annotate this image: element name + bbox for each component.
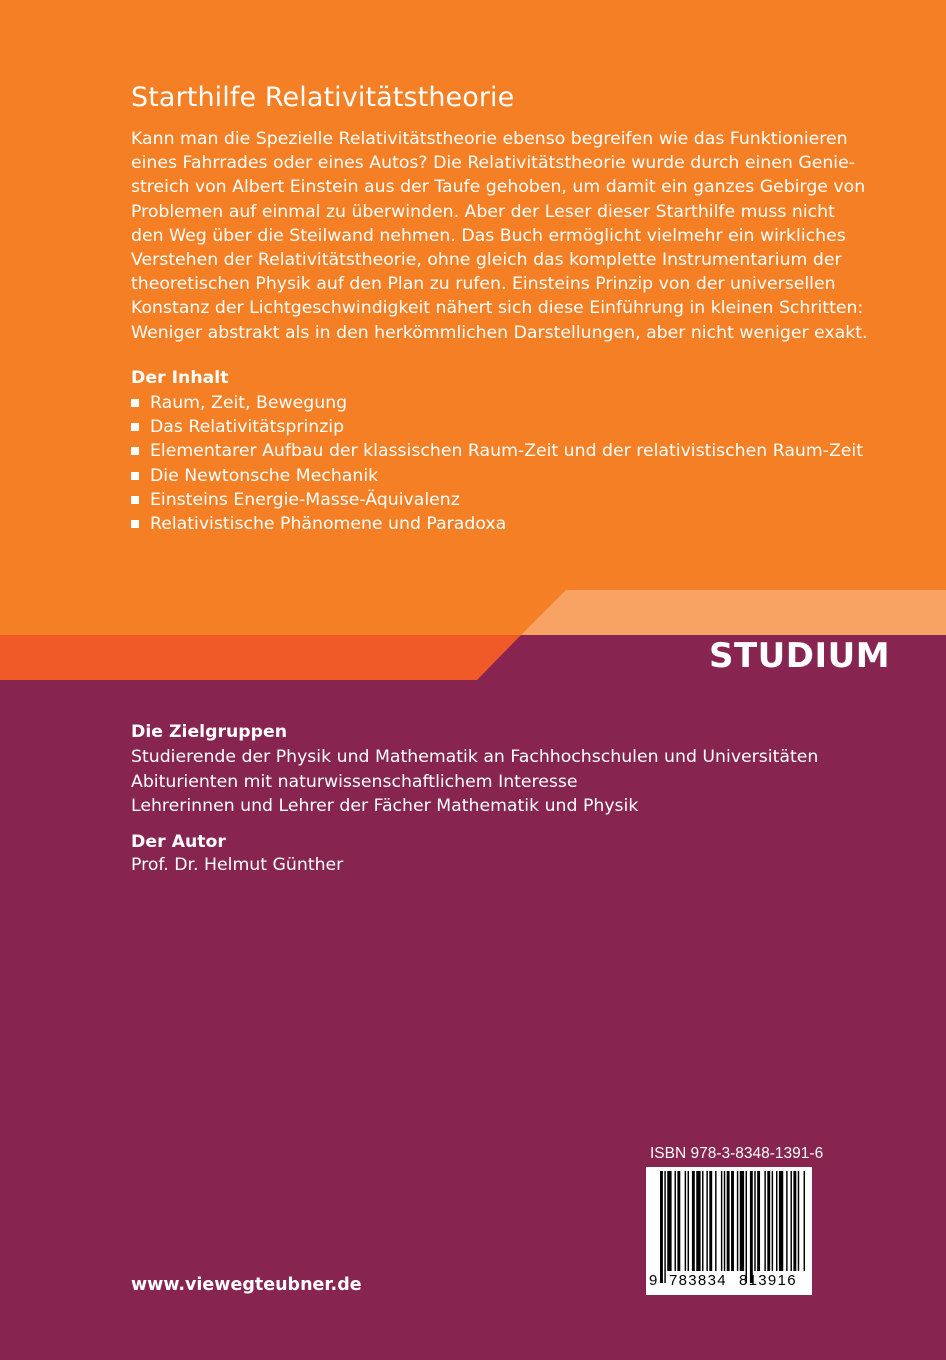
red-orange-stripe bbox=[0, 635, 521, 680]
list-item-text: Relativistische Phänomene und Paradoxa bbox=[150, 514, 507, 535]
target-group-item: Lehrerinnen und Lehrer der Fächer Mathematik und Physik bbox=[131, 796, 639, 816]
barcode-bar bbox=[685, 1171, 686, 1271]
barcode-bar bbox=[764, 1171, 765, 1271]
barcode-digit-first: 9 bbox=[649, 1272, 659, 1289]
barcode bbox=[646, 1167, 812, 1295]
barcode-bar bbox=[793, 1171, 796, 1271]
barcode-bar bbox=[702, 1171, 703, 1271]
book-title: Starthilfe Relativitätstheorie bbox=[131, 82, 515, 113]
barcode-bar bbox=[696, 1171, 700, 1271]
author-heading: Der Autor bbox=[131, 832, 226, 852]
barcode-bar bbox=[677, 1171, 680, 1271]
bullet-square-icon bbox=[131, 472, 139, 480]
description bbox=[131, 127, 868, 345]
barcode-bar bbox=[740, 1171, 744, 1271]
list-item-text: Elementarer Aufbau der klassischen Raum-Zeit und der relativistischen Raum-Zeit bbox=[150, 441, 864, 462]
contents-list bbox=[131, 391, 863, 536]
bullet-square-icon bbox=[131, 423, 139, 431]
barcode-bar bbox=[757, 1171, 760, 1271]
barcode-bar bbox=[731, 1171, 734, 1271]
barcode-bar bbox=[727, 1171, 730, 1271]
target-groups-list bbox=[131, 745, 818, 819]
description-line: Problemen auf einmal zu überwinden. Aber der Leser dieser Starthilfe muss nicht bbox=[131, 201, 835, 222]
light-orange-stripe bbox=[521, 590, 946, 635]
barcode-bar bbox=[772, 1171, 773, 1271]
barcode-bar bbox=[660, 1171, 663, 1283]
barcode-bar bbox=[675, 1171, 676, 1271]
barcode-bar bbox=[667, 1171, 671, 1271]
barcode-bar bbox=[786, 1171, 787, 1271]
barcode-bar bbox=[706, 1171, 707, 1271]
barcode-bar bbox=[721, 1171, 722, 1271]
barcode-bar bbox=[776, 1171, 777, 1271]
description-line: eines Fahrrades oder eines Autos? Die Relativitätstheorie wurde durch einen Genie- bbox=[131, 153, 855, 174]
barcode-bar bbox=[664, 1171, 665, 1283]
barcode-bar bbox=[767, 1171, 770, 1271]
list-item-text: Die Newtonsche Mechanik bbox=[150, 465, 379, 486]
target-group-item: Abiturienten mit naturwissenschaftlichem Interesse bbox=[131, 771, 578, 792]
list-item-text: Das Relativitätsprinzip bbox=[150, 417, 345, 438]
list-item bbox=[131, 391, 863, 415]
contents-heading: Der Inhalt bbox=[131, 368, 229, 388]
barcode-bar bbox=[737, 1171, 738, 1271]
bullet-square-icon bbox=[131, 520, 139, 528]
barcode-bar bbox=[791, 1171, 792, 1271]
list-item-text: Einsteins Energie-Masse-Äquivalenz bbox=[150, 489, 460, 510]
list-item bbox=[131, 415, 863, 439]
description-line: Konstanz der Lichtgeschwindigkeit nähert sich diese Einführung in kleinen Schritten: bbox=[131, 298, 864, 319]
description-line: den Weg über die Steilwand nehmen. Das Buch ermöglicht vielmehr ein wirkliches bbox=[131, 225, 846, 246]
barcode-bar bbox=[798, 1171, 799, 1271]
description-line: streich von Albert Einstein aus der Taufe gehoben, um damit ein ganzes Gebirge von bbox=[131, 177, 866, 198]
target-group-item: Studierende der Physik und Mathematik an Fachhochschulen und Universitäten bbox=[131, 747, 819, 767]
barcode-bar bbox=[709, 1171, 712, 1271]
isbn-label: ISBN 978-3-8348-1391-6 bbox=[650, 1145, 824, 1162]
website-link[interactable]: www.viewegteubner.de bbox=[131, 1275, 362, 1295]
author-name: Prof. Dr. Helmut Günther bbox=[131, 855, 344, 875]
bullet-square-icon bbox=[131, 447, 139, 455]
barcode-bar bbox=[715, 1171, 716, 1271]
list-item bbox=[131, 512, 863, 536]
bullet-square-icon bbox=[131, 399, 139, 407]
barcode-bar bbox=[688, 1171, 689, 1271]
bullet-square-icon bbox=[131, 496, 139, 504]
barcode-bar bbox=[804, 1171, 805, 1271]
description-line: Verstehen der Relativitätstheorie, ohne gleich das komplette Instrumentarium der bbox=[131, 250, 842, 271]
description-line: Weniger abstrakt als in den herkömmlichen Darstellungen, aber nicht weniger exakt. bbox=[131, 322, 868, 343]
description-line: Kann man die Spezielle Relativitätstheorie ebenso begreifen wie das Funktionieren bbox=[131, 129, 848, 149]
barcode-bar bbox=[779, 1171, 783, 1271]
barcode-digits-left: 783834 bbox=[669, 1272, 727, 1289]
target-groups-heading: Die Zielgruppen bbox=[131, 722, 288, 742]
barcode-bar bbox=[750, 1171, 753, 1283]
barcode-digits-right: 813916 bbox=[739, 1272, 797, 1289]
list-item bbox=[131, 439, 863, 463]
list-item-text: Raum, Zeit, Bewegung bbox=[150, 393, 348, 413]
list-item bbox=[131, 488, 863, 512]
barcode-bar bbox=[746, 1171, 747, 1283]
list-item bbox=[131, 464, 863, 488]
barcode-bar bbox=[692, 1171, 695, 1271]
series-label: STUDIUM bbox=[709, 636, 891, 676]
description-line: theoretischen Physik auf den Plan zu rufen. Einsteins Prinzip von der universellen bbox=[131, 274, 836, 295]
barcode-bar bbox=[754, 1171, 755, 1271]
barcode-bar bbox=[724, 1171, 725, 1271]
barcode-digits bbox=[646, 1272, 812, 1294]
